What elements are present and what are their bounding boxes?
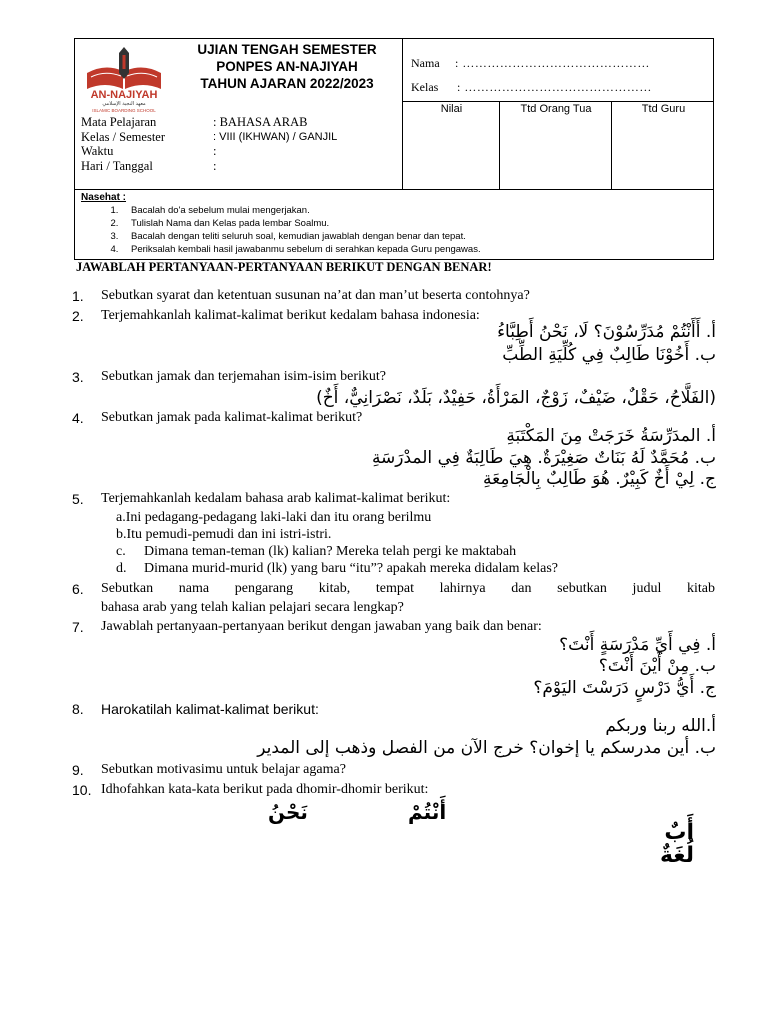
question-number: 9. [72,762,84,778]
student-id-block [411,51,652,99]
nama-field[interactable]: : ……………………………………… [455,56,650,70]
exam-title [171,41,403,92]
question-number: 5. [72,491,84,507]
nilai-header: Nilai [440,103,463,115]
question-text: Sebutkan nama pengarang kitab, tempat lahirnya dan sebutkan judul kitab [101,581,715,596]
arabic-line: أ. فِي أَيِّ مَدْرَسَةٍ أَنْتَ؟ [559,635,716,655]
question-number: 7. [72,619,84,635]
arabic-line: أ.الله ربنا وربكم [605,716,716,736]
sub-text: Itu pemudi-pemudi dan ini istri-istri. [126,527,332,542]
waktu-label: Waktu [81,144,114,158]
nasehat-title: Nasehat : [81,192,127,203]
kelas-semester-value: : VIII (IKHWAN) / GANJIL [213,130,338,143]
subject-info [81,115,337,173]
nasehat-list [81,204,481,256]
nasehat-section [81,191,481,256]
school-logo [79,43,169,115]
arabic-line: ب. أين مدرسكم يا إخوان؟ خرج الآن من الفصل وذهب إلى المدير [257,738,716,758]
exam-title-line2: PONPES AN-NAJIYAH [216,59,358,74]
word-lughah: لُغَةٌ [659,843,694,868]
mapel-label: Mata Pelajaran [81,115,157,129]
arabic-line: ج. أَيُّ دَرْسٍ دَرَسْتَ اليَوْمَ؟ [533,678,716,698]
sub-question-b [116,527,331,543]
question-text: Sebutkan motivasimu untuk belajar agama? [101,762,346,777]
ttd-guru-header: Ttd Guru [641,103,686,115]
question-number: 8. [72,701,84,717]
logo-name: AN-NAJIYAH [90,89,158,101]
question-text: Terjemahkanlah kedalam bahasa arab kalimat-kalimat berikut: [101,491,451,506]
waktu-row [81,144,337,159]
kelas-field[interactable]: : ……………………………………… [457,80,652,94]
arabic-line: ب. مِنْ أَيْنَ أَنْتَ؟ [598,656,716,676]
question-text: Harokatilah kalimat-kalimat berikut: [101,701,319,717]
question-text: Terjemahkanlah kalimat-kalimat berikut kedalam bahasa indonesia: [101,308,480,323]
question-number: 2. [72,308,84,324]
kelas-semester-label: Kelas / Semester [81,129,166,144]
nama-label: Nama [411,56,440,70]
logo-subtext: ISLAMIC BOARDING SCHOOL [92,108,156,113]
question-text: Sebutkan jamak dan terjemahan isim-isim berikut? [101,369,386,384]
nama-row [411,51,652,75]
pronoun-nahnu: نَحْنُ [268,800,308,824]
question-text: Jawablah pertanyaan-pertanyaan berikut dengan jawaban yang baik dan benar: [101,619,542,634]
question-text-cont: bahasa arab yang telah kalian pelajari secara lengkap? [101,600,404,615]
question-number: 1. [72,288,84,304]
mapel-value: : BAHASA ARAB [213,115,308,129]
grade-columns [403,101,715,191]
sub-label: b. [116,527,127,542]
question-number: 6. [72,581,84,597]
hari-label: Hari / Tanggal [81,158,153,173]
instruction: JAWABLAH PERTANYAAN-PERTANYAAN BERIKUT DENGAN BENAR! [76,260,492,274]
nasehat-item: 4. Periksalah kembali hasil jawabanmu sebelum di serahkan kepada Guru pengawas. [121,243,481,256]
arabic-line: ب. أَخُوْنَا طَالِبٌ فِي كُلِّيَةِ الطِّبِّ [502,345,716,365]
mapel-row [81,115,337,130]
arabic-line: أ. المدَرِّسَةُ خَرَجَتْ مِنَ المَكْتَبَةِ [506,426,716,446]
waktu-value: : [213,144,217,158]
nasehat-item: 3. Bacalah dengan teliti seluruh soal, kemudian jawablah dengan benar dan tepat. [121,230,481,243]
question-number: 3. [72,369,84,385]
arabic-line: (الفَلَّاحُ، حَقْلٌ، ضَيْفٌ، زَوْجٌ، المَرْأَةُ، حَفِيْدٌ، بَلَدٌ، نَصْرَانِيٌّ، أَخٌ) [316,388,716,408]
nasehat-item: 2. Tulislah Nama dan Kelas pada lembar Soalmu. [121,217,481,230]
exam-title-line3: TAHUN AJARAN 2022/2023 [200,76,374,91]
sub-label: a. [116,510,126,525]
arabic-line: ج. لِيْ أَخٌ كَبِيْرٌ. هُوَ طَالِبٌ بِالْجَامِعَةِ [483,469,716,489]
question-text: Sebutkan syarat dan ketentuan susunan na’at dan man’ut beserta contohnya? [101,288,530,303]
sub-question-a [116,510,431,526]
kelas-semester-row [81,130,337,145]
kelas-row [411,75,652,99]
sub-label: d. [116,561,127,576]
exam-title-line1: UJIAN TENGAH SEMESTER [197,42,377,57]
sub-text: Dimana murid-murid (lk) yang baru “itu”? apakah mereka didalam kelas? [144,561,558,576]
sub-question-d [116,561,558,577]
hari-row [81,159,337,174]
exam-header [74,38,714,260]
arabic-line: ب. مُحَمَّدٌ لَهُ بَنَاتٌ صَغِيْرَةٌ. هِيَ طَالِبَةٌ فِي المدْرَسَةِ [371,448,716,468]
hari-value: : [213,158,217,173]
sub-text: Ini pedagang-pedagang laki-laki dan itu orang berilmu [125,510,432,525]
arabic-line: أ. أَأَنْتُمْ مُدَرِّسُوْنَ؟ لَا، نَحْنُ أَطِبَّاءُ [497,322,716,342]
logo-arabic: معهد النجية الإسلامي [102,101,146,107]
pronoun-antum: أَنْتُمْ [408,800,447,824]
question-text: Sebutkan jamak pada kalimat-kalimat berikut? [101,410,363,425]
nasehat-item: 1. Bacalah do'a sebelum mulai mengerjakan. [121,204,481,217]
ttd-orang-tua-header: Ttd Orang Tua [520,103,592,115]
question-number: 10. [72,782,92,798]
sub-question-c [116,544,516,560]
word-ab: أَبٌ [664,820,694,845]
kelas-label: Kelas [411,80,439,94]
sub-label: c. [116,544,126,559]
question-text: Idhofahkan kata-kata berikut pada dhomir-dhomir berikut: [101,782,429,797]
question-number: 4. [72,410,84,426]
sub-text: Dimana teman-teman (lk) kalian? Mereka telah pergi ke maktabah [144,544,517,559]
